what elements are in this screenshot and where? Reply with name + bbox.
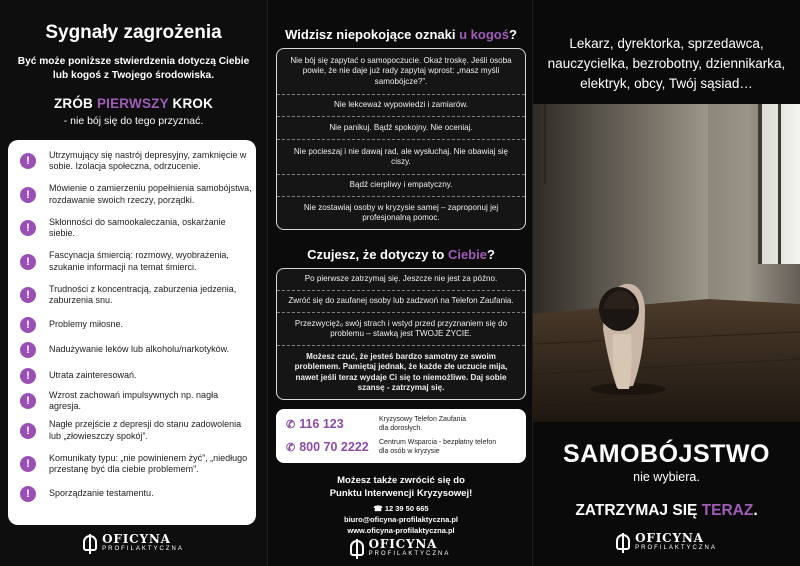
exclamation-icon: ! (20, 486, 36, 502)
exclamation-icon: ! (20, 342, 36, 358)
phone-icon: ✆ (286, 442, 296, 454)
first-step-subtitle: - nie bój się do tego przyznać. (63, 115, 204, 127)
list-item: ! Nagłe przejście z depresji do stanu zadowolenia lub „złowieszczy spokój”. (20, 418, 252, 444)
exclamation-icon: ! (20, 368, 36, 384)
hotline-number[interactable]: ✆ 116 123 (286, 417, 344, 431)
panel-title: Sygnały zagrożenia (45, 22, 222, 43)
publisher-logo: OFICYNA PROFILAKTYCZNA (533, 532, 800, 552)
list-item: ! Mówienie o zamierzeniu popełnienia samobójstwa, rozdawanie swoich rzeczy, porządki. (20, 182, 252, 208)
exclamation-icon: ! (20, 456, 36, 472)
phone-icon: ✆ (286, 419, 296, 431)
contact-website[interactable]: www.oficyna-profilaktyczna.pl (347, 526, 455, 535)
exclamation-icon: ! (20, 187, 36, 203)
others-heading: Widzisz niepokojące oznaki u kogoś? (285, 27, 517, 42)
right-panel (533, 0, 800, 566)
list-item: Nie lekceważ wypowiedzi i zamiarów. (277, 95, 525, 117)
list-item: Nie zostawiaj osoby w kryzysie samej – zaproponuj jej profesjonalną pomoc. (303, 202, 499, 222)
contact-phone[interactable]: ☎ 12 39 50 665 (373, 504, 429, 513)
who-text: Lekarz, dyrektorka, sprzedawca, nauczycielka, bezrobotny, dziennikarka, elektryk, obcy, Twój sąsiad… (547, 36, 786, 91)
list-item: ! Nadużywanie leków lub alkoholu/narkotyków. (20, 341, 252, 359)
list-item: ! Utrzymujący się nastrój depresyjny, zamknięcie w sobie. Izolacja społeczna, odrzucenie. (20, 148, 252, 174)
list-item: ! Sporządzanie testamentu. (20, 485, 252, 503)
logo-mark-icon (350, 540, 364, 556)
list-item: ! Trudności z koncentracją, zaburzenia jedzenia, zaburzenia snu. (20, 282, 252, 308)
exclamation-icon: ! (20, 423, 36, 439)
self-tips-box (276, 268, 526, 400)
list-item: ! Problemy miłosne. (20, 316, 252, 334)
list-item: ! Fascynacja śmiercią: rozmowy, wyobrażenia, szukanie informacji na temat śmierci. (20, 249, 252, 275)
hotline-desc: Kryzysowy Telefon Zaufania dla dorosłych. (379, 416, 467, 432)
publisher-logo: OFICYNA PROFILAKTYCZNA (268, 538, 532, 558)
contact-email[interactable]: biuro@oficyna-profilaktyczna.pl (344, 515, 458, 524)
list-item: Nie panikuj. Bądź spokojny. Nie oceniaj. (277, 117, 525, 140)
main-headline: SAMOBÓJSTWO (563, 440, 770, 468)
others-tips-box (276, 48, 526, 230)
list-item: ! Skłonności do samookaleczania, oskarżanie siebie. (20, 215, 252, 241)
hotlines-box (276, 409, 526, 463)
exclamation-icon: ! (20, 153, 36, 169)
list-item: Przezwyciężₒ swój strach i wstyd przed przyznaniem się do problemu – stawką jest TWOJE ŻYCIE. (277, 313, 525, 346)
logo-mark-icon (83, 535, 97, 551)
warning-signs-list (20, 148, 252, 510)
self-note: Możesz czuć, że jesteś bardzo samotny ze swoim problemem. Pamiętaj jednak, że każde złe uczucie mija, nawet jeśli teraz wydaje Ci się to niemożliwe. Daj sobie szansę - zatrzymaj się. (294, 351, 508, 392)
list-item: Nie pocieszaj i nie dawaj rad, ale wysłuchaj. Nie obawiaj się ciszy. (277, 140, 525, 175)
hotline-desc: Centrum Wsparcia - bezpłatny telefon dla osób w kryzysie (379, 439, 497, 455)
exclamation-icon: ! (20, 393, 36, 409)
first-step-heading: ZRÓB PIERWSZY KROK (53, 96, 214, 111)
publisher-logo: OFICYNA PROFILAKTYCZNA (0, 533, 267, 553)
headline-subtitle: nie wybiera. (633, 470, 700, 484)
list-item: ! Komunikaty typu: „nie powinienem żyć”, „niedługo przestanę być dla ciebie problemem”. (20, 451, 252, 477)
logo-mark-icon (616, 534, 630, 550)
intro-text: Być może poniższe stwierdzenia dotyczą Ciebie lub kogoś z Twojego środowiska. (17, 56, 250, 81)
exclamation-icon: ! (20, 287, 36, 303)
self-heading: Czujesz, że dotyczy to Ciebie? (307, 247, 495, 262)
call-to-action: ZATRZYMAJ SIĘ TERAZ. (575, 502, 758, 519)
cover-photo (533, 104, 800, 422)
crisis-point-text: Możesz także zwrócić się do Punktu Interwencji Kryzysowej! (329, 475, 473, 499)
list-item: Bądź cierpliwy i empatyczny. (277, 175, 525, 197)
middle-panel (267, 0, 533, 566)
list-item: Po pierwsze zatrzymaj się. Jeszcze nie jest za późno. (277, 269, 525, 291)
list-item: ! Wzrost zachowań impulsywnych np. nagła agresja. (20, 392, 252, 410)
list-item: Nie bój się zapytać o samopoczucie. Okaż troskę. Jeśli osoba powie, że nie daje już rady zapytaj wprost: „masz myśli samobójcze?”. (277, 49, 525, 95)
list-item: ! Utrata zainteresowań. (20, 367, 252, 385)
hotline-number[interactable]: ✆ 800 70 2222 (286, 440, 369, 454)
exclamation-icon: ! (20, 317, 36, 333)
list-item: Zwróć się do zaufanej osoby lub zadzwoń na Telefon Zaufania. (277, 291, 525, 313)
exclamation-icon: ! (20, 220, 36, 236)
phone-icon: ☎ (373, 504, 385, 513)
exclamation-icon: ! (20, 254, 36, 270)
left-panel (0, 0, 267, 566)
